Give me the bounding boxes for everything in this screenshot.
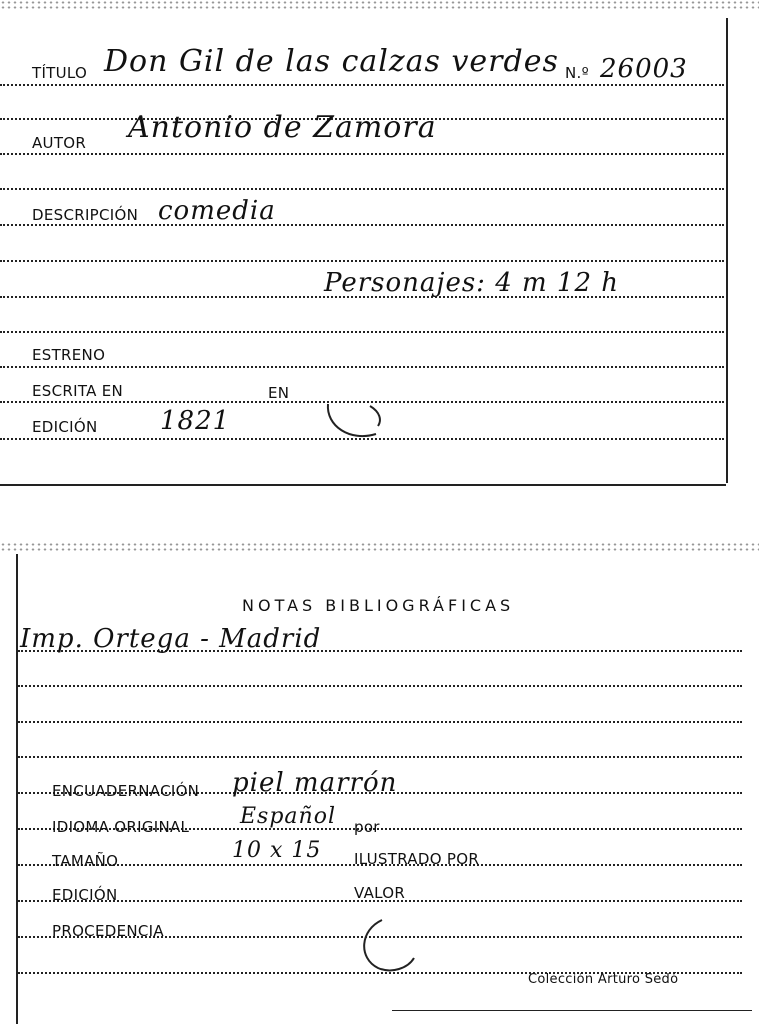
ink-stain-mark	[356, 914, 426, 974]
autor-label: AUTOR	[32, 134, 87, 152]
en-label: EN	[268, 384, 290, 402]
card-right-border	[726, 18, 728, 483]
ruled-line	[0, 260, 724, 262]
tamano-value: 10 x 15	[232, 838, 322, 863]
ruled-line	[18, 721, 742, 723]
numero-value: 26003	[600, 54, 688, 84]
ruled-line	[0, 224, 724, 226]
notas-heading: NOTAS BIBLIOGRÁFICAS	[242, 596, 515, 615]
catalog-card-back	[0, 540, 759, 1028]
ilustrado-label: ILUSTRADO POR	[354, 850, 480, 868]
titulo-value: Don Gil de las calzas verdes	[104, 44, 559, 79]
estreno-label: ESTRENO	[32, 346, 106, 364]
edicion-value: 1821	[160, 406, 231, 436]
scan-noise	[0, 0, 759, 10]
tamano-label: TAMAÑO	[52, 852, 119, 870]
card-bottom-border	[0, 484, 726, 486]
scan-noise	[0, 542, 759, 552]
ink-stain-mark	[320, 396, 390, 446]
edicion-label: EDICIÓN	[32, 418, 98, 436]
edicion-label: EDICIÓN	[52, 886, 118, 904]
ruled-line	[0, 366, 724, 368]
por-label: por	[354, 818, 380, 836]
idioma-label: IDIOMA ORIGINAL	[52, 818, 190, 836]
notas-value: Imp. Ortega - Madrid	[20, 624, 322, 654]
autor-value: Antonio de Zamora	[128, 110, 437, 145]
ruled-line	[0, 153, 724, 155]
ruled-line	[18, 685, 742, 687]
numero-label: N.º	[565, 64, 589, 82]
catalog-card-front	[0, 0, 740, 488]
escrita-en-label: ESCRITA EN	[32, 382, 124, 400]
valor-label: VALOR	[354, 884, 406, 902]
coleccion-label: Colección Arturo Sedó	[528, 972, 679, 987]
encuadernacion-value: piel marrón	[232, 768, 398, 798]
descripcion-label: DESCRIPCIÓN	[32, 206, 139, 224]
procedencia-label: PROCEDENCIA	[52, 922, 164, 940]
idioma-value: Español	[240, 804, 336, 829]
descripcion-value: comedia	[158, 196, 276, 226]
ruled-line	[0, 84, 724, 86]
card-left-border	[16, 554, 18, 1024]
personajes-value: Personajes: 4 m 12 h	[324, 268, 620, 298]
titulo-label: TÍTULO	[32, 64, 88, 82]
encuadernacion-label: ENCUADERNACIÓN	[52, 782, 200, 800]
ruled-line	[18, 756, 742, 758]
ruled-line	[0, 331, 724, 333]
ruled-line	[0, 188, 724, 190]
card-bottom-edge	[392, 1010, 752, 1011]
